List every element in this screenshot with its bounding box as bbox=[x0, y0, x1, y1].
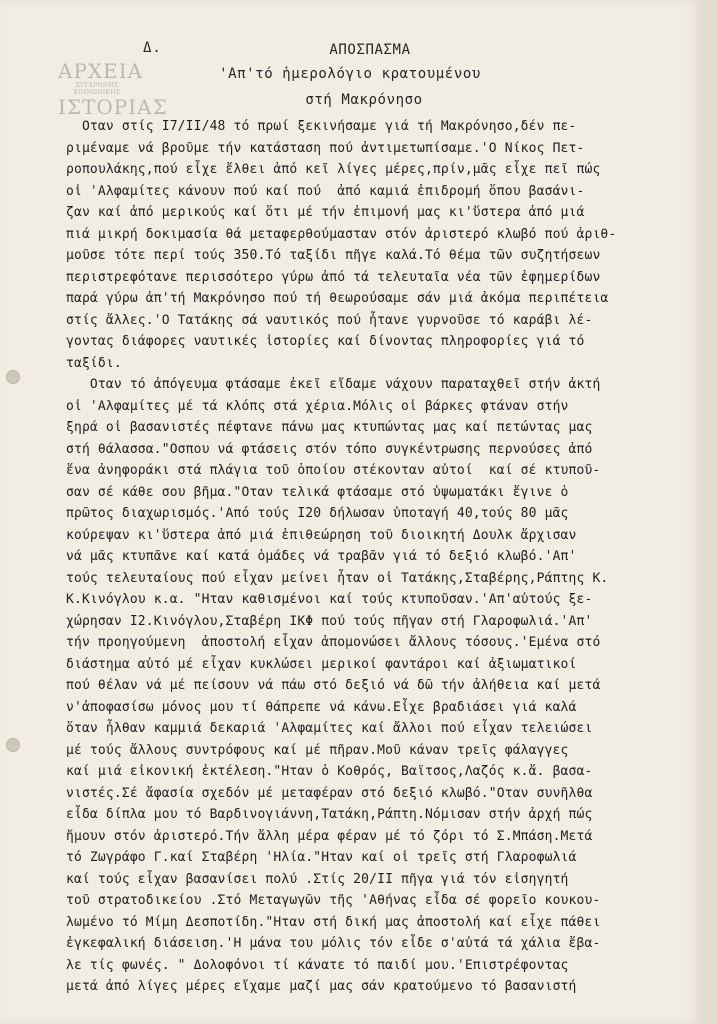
text-line: στή θάλασσα."Οσπου νά φτάσεις στόν τόπο συγκέντρωσης περνούσες ἀπό bbox=[66, 441, 593, 457]
punch-hole-mark bbox=[6, 738, 20, 752]
text-line: Οταν τό ἀπόγευμα φτάσαμε ἐκεῖ εἴδαμε νάχουν παραταχθεῖ στήν ἀκτή bbox=[66, 377, 601, 392]
document-subheading: 'Απ'τό ἡμερολόγιο κρατουμένου bbox=[219, 66, 481, 82]
text-line: οἱ 'Αλφαμίτες μέ τά κλόπς στά χέρια.Μόλις οἱ βάρκες φτάναν στήν bbox=[66, 398, 569, 414]
text-line: περιστρεφότανε περισσότερο γύρω ἀπό τά τελευταῖα νέα τῶν ἐφημερίδων bbox=[66, 269, 601, 285]
scan-edge bbox=[700, 0, 718, 1024]
text-line: ὅταν ἦλθαν καμμιά δεκαριά 'Αλφαμίτες καί ἄλλοι πού εἶχαν τελειώσει bbox=[66, 721, 593, 736]
text-line: τούς τελευταίους πού εἶχαν μείνει ἦταν οἱ Τατάκης,Σταβέρης,Ράπτης Κ. bbox=[66, 570, 609, 586]
text-line: ροπουλάκης,πού εἶχε ἔλθει ἀπό κεῖ λίγες μέρες,πρίν,μᾶς εἶχε πεῖ πώς bbox=[66, 162, 601, 177]
document-heading: ΑΠΟΣΠΑΣΜΑ bbox=[329, 42, 411, 58]
text-line: Κ.Κινόγλου κ.α. "Ηταν καθισμένοι καί τούς κτυποῦσαν.'Απ'αὐτούς ξε- bbox=[66, 592, 593, 607]
text-line: πού θέλαν νά μέ πείσουν νά πάω στό δεξιό νά δῶ τήν ἀλήθεια καί μετά bbox=[66, 678, 601, 693]
text-line: Οταν στίς I7/II/48 τό πρωί ξεκινήσαμε γιά τή Μακρόνησο,δέν πε- bbox=[66, 119, 577, 134]
text-line: καί μιά εἰκονική ἐκτέλεση."Ηταν ὁ Κοθρός, Βαϊτσος,Λαζός κ.ἄ. βασα- bbox=[66, 764, 593, 779]
text-line: μετά ἀπό λίγες μέρες εἴχαμε μαζί μας σάν κρατούμενο τό βασανιστή bbox=[66, 979, 577, 994]
text-line: ζαν καί ἀπό μερικούς καί ὅτι μέ τήν ἐπιμονή μας κι'ὕστερα ἀπό μιά bbox=[66, 205, 585, 220]
text-line: γοντας διάφορες ναυτικές ἱστορίες καί δίνοντας πληροφορίες γιά τό bbox=[66, 334, 585, 349]
document-body bbox=[66, 116, 701, 998]
stamp-line: ΣΥΓΧΡΟΝΗΣ bbox=[75, 82, 119, 89]
text-line: νά μᾶς κτυπᾶνε καί κατά ὁμάδες νά τραβᾶν γιά τό δεξιό κλωβό.'Απ' bbox=[66, 549, 577, 564]
text-line: ν'ἀποφασίσω μόνος μου τί θάπρεπε νά κάνω.Εἶχε βραδιάσει γιά καλά bbox=[66, 699, 577, 715]
text-line: ἐγκεφαλική διάσειση.'Η μάνα του μόλις τόν εἶδε σ'αὐτά τά χάλια ἔβα- bbox=[66, 936, 601, 951]
page-mark: Δ. bbox=[143, 40, 162, 56]
text-line: ριμέναμε νά βροῦμε τήν κατάσταση πού ἀντιμετωπίσαμε.'Ο Νίκος Πετ- bbox=[66, 140, 585, 156]
text-line: τοῦ στρατοδικείου .Στό Μεταγωγῶν τῆς 'Αθήνας εἶδα σέ φορεῖο κουκου- bbox=[66, 893, 601, 908]
text-line: παρά γύρω ἀπ'τή Μακρόνησο πού τή θεωρούσαμε σάν μιά ἀκόμα περιπέτεια bbox=[66, 291, 609, 306]
stamp-line: ΚΟΙΝΩΝΙΚΗΣ bbox=[73, 89, 121, 96]
text-line: κούρεψαν κι'ὕστερα ἀπό μιά ἐπιθεώρηση τοῦ διοικητή Δουλκ ἄρχισαν bbox=[66, 527, 577, 543]
text-line: μοῦσε τότε περί τούς 350.Τό ταξίδι πῆγε καλά.Τό θέμα τῶν συζητήσεων bbox=[66, 248, 601, 263]
text-line: καί τούς εἶχαν βασανίσει πολύ .Στίς 20/II πῆγα γιά τόν εἰσηγητή bbox=[66, 871, 569, 887]
text-line: ταξίδι. bbox=[66, 355, 122, 371]
text-line: λωμένο τό Μίμη Δεσποτίδη."Ηταν στή δική μας ἀποστολή καί εἶχε πάθει bbox=[66, 914, 601, 930]
text-line: εἶδα δίπλα μου τό Βαρδινογιάννη,Τατάκη,Ράπτη.Νόμισαν στήν ἀρχή πώς bbox=[66, 807, 593, 822]
text-line: χώρησαν I2.Κινόγλου,Σταβέρη ΙΚΦ πού τούς πῆγαν στή Γλαροφωλιά.'Απ' bbox=[66, 613, 593, 629]
text-line: νιστές.Σέ ἄφασία σχεδόν μέ μεταφέραν στό δεξιό κλωβό."Οταν συνῆλθα bbox=[66, 785, 593, 801]
text-line: λε τίς φωνές. " Δολοφόνοι τί κάνατε τό παιδί μου.'Επιστρέφοντας bbox=[66, 957, 569, 973]
text-line: ἤμουν στόν ἀριστερό.Τήν ἄλλη μέρα φέραν μέ τό ζόρι τό Σ.Μπάση.Μετά bbox=[66, 828, 593, 844]
text-line: πρῶτος διαχωρισμός.'Από τούς I20 δήλωσαν ὑποταγή 40,τούς 80 μᾶς bbox=[66, 506, 569, 521]
document-subheading-place: στή Μακρόνησο bbox=[305, 92, 423, 108]
text-line: στίς ἄλλες.'Ο Τατάκης σά ναυτικός πού ἦτανε γυρνοῦσε τό καράβι λέ- bbox=[66, 312, 593, 328]
text-line: τό Ζωγράφο Γ.καί Σταβέρη 'Ηλία."Ηταν καί οἱ τρεῖς στή Γλαροφωλιά bbox=[66, 850, 577, 865]
text-line: πιά μικρή δοκιμασία θά μεταφερθούμασταν στόν ἀριστερό κλωβό πού ἀριθ- bbox=[66, 226, 617, 242]
text-line: ξηρά οἱ βασανιστές πέφτανε πάνω μας κτυπώντας μας καί πετώντας μας bbox=[66, 420, 593, 435]
stamp-line: ΙΣΤΟΡΙΑΣ bbox=[58, 95, 168, 119]
text-line: μέ τούς ἄλλους συντρόφους καί μέ πῆραν.Μοῦ κάναν τρεῖς φάλαγγες bbox=[66, 742, 569, 758]
punch-hole-mark bbox=[6, 370, 20, 384]
text-line: διάστημα αὐτό μέ εἶχαν κυκλώσει μερικοί φαντάροι καί ἀξιωματικοί bbox=[66, 656, 577, 672]
text-line: ἕνα ἀνηφοράκι στά πλάγια τοῦ ὁποίου στέκονταν αὐτοί καί σέ κτυποῦ- bbox=[66, 463, 601, 478]
text-line: σαν σέ κάθε σου βῆμα."Οταν τελικά φτάσαμε στό ὑψωματάκι ἔγινε ὁ bbox=[66, 484, 569, 500]
text-line: τήν προηγούμενη ἀποστολή εἶχαν ἀπομονώσει ἄλλους τόσους.'Εμένα στό bbox=[66, 635, 601, 650]
stamp-line: ΑΡΧΕΙΑ bbox=[58, 59, 144, 83]
text-line: οἱ 'Αλφαμίτες κάνουν πού καί πού ἀπό καμιά ἐπιδρομή ὅπου βασάνι- bbox=[66, 183, 585, 199]
